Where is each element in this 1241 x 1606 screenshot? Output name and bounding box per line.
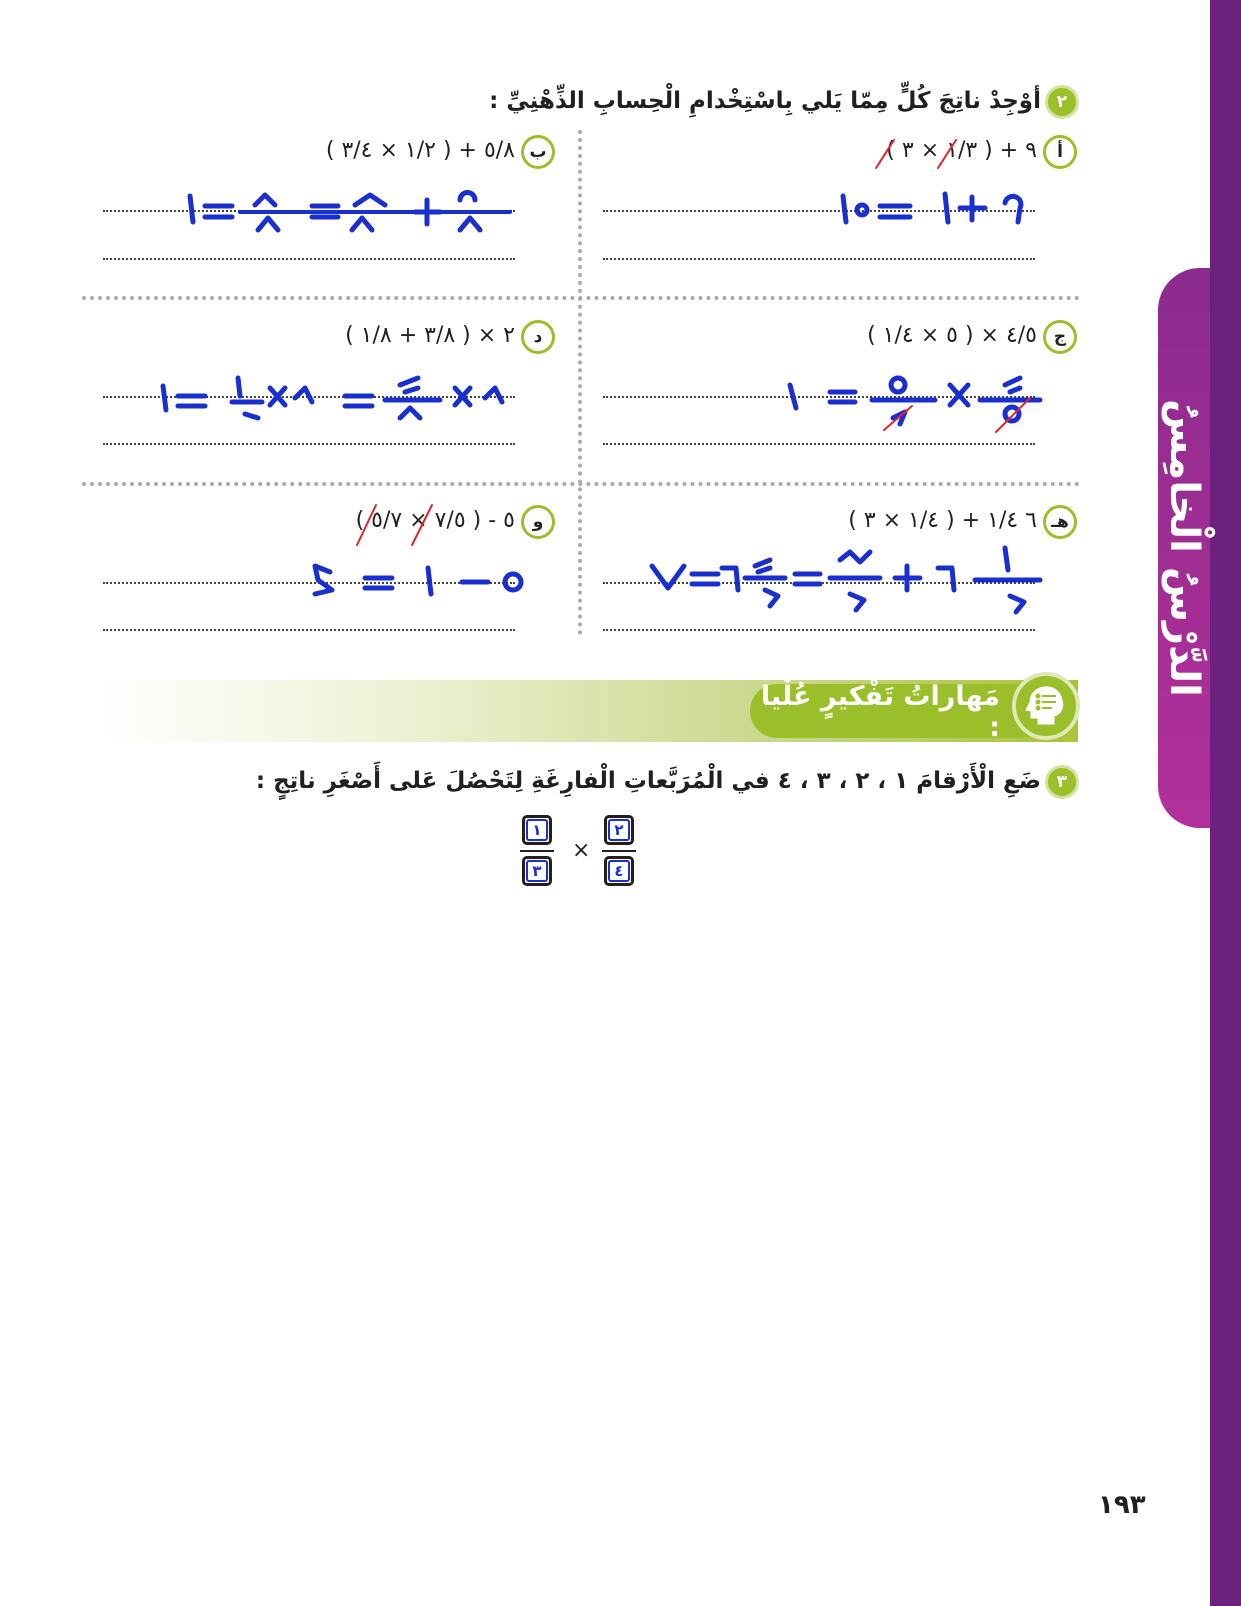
item-label-badge: و xyxy=(521,505,555,539)
item-label-badge: ب xyxy=(521,135,555,169)
answer-box[interactable] xyxy=(522,856,552,886)
handwritten-answer-e xyxy=(652,548,1040,612)
item-label-badge: د xyxy=(521,320,555,354)
lesson-tab-title: الدَّرْسُ الْخامِسُ xyxy=(1161,399,1207,697)
handwritten-answer-f xyxy=(315,566,521,594)
item-label-badge: هـ xyxy=(1043,505,1077,539)
handwritten-answer-d xyxy=(163,378,502,418)
box-digit: ٤ xyxy=(608,860,630,882)
question-prompt: أوْجِدْ ناتِجَ كُلٍّ مِمّا يَلي بِاسْتِخْدامِ الْحِسابِ الذِّهْنِيِّ : xyxy=(489,88,1041,114)
fraction-bar xyxy=(520,850,554,852)
answer-box[interactable] xyxy=(604,856,634,886)
item-label-badge: ج xyxy=(1043,320,1077,354)
item-expression: ( ١/٢ × ٣/٤ ) + ٥/٨ xyxy=(325,138,515,163)
box-digit: ١ xyxy=(526,819,548,841)
cancel-mark-f xyxy=(357,505,432,545)
page-number: ١٩٣ xyxy=(1098,1490,1146,1520)
handwritten-answer-b xyxy=(190,193,510,230)
question-number-badge: ٣ xyxy=(1045,765,1079,799)
multiply-sign: × xyxy=(572,838,591,863)
fraction-bar xyxy=(602,850,636,852)
question-number-badge: ٢ xyxy=(1045,85,1079,119)
item-expression: ( ٣/٨ + ١/٨ ) × ٢ xyxy=(345,323,515,348)
question-prompt: ضَعِ الْأَرْقامَ ١ ، ٢ ، ٣ ، ٤ في الْمُرَبَّعاتِ الْفارِغَةِ لِتَحْصُلَ عَلى أَصْغَرِ ناتِجٍ : xyxy=(255,768,1041,794)
answer-box[interactable] xyxy=(522,815,552,845)
thinking-head-icon xyxy=(1012,672,1080,740)
handwritten-answer-c xyxy=(790,378,1040,424)
banner-title: مَهاراتُ تَفْكيرٍ عُلْيا : xyxy=(760,681,1000,743)
handwritten-answer-a xyxy=(843,194,1021,222)
item-expression: ( ٥ × ١/٤ ) × ٤/٥ xyxy=(867,323,1037,348)
item-expression: ( ١/٣ × ٣ ) + ٩ xyxy=(886,138,1037,163)
item-label-badge: أ xyxy=(1043,135,1077,169)
item-expression: ( ١/٤ × ٣ ) + ٦ ١/٤ xyxy=(848,508,1037,533)
box-digit: ٣ xyxy=(526,860,548,882)
box-digit: ٢ xyxy=(608,819,630,841)
cancel-mark-a xyxy=(876,140,956,168)
answer-box[interactable] xyxy=(604,815,634,845)
item-expression: ( ٧/٥ × ٥/٧ ) - ٥ xyxy=(355,508,515,533)
